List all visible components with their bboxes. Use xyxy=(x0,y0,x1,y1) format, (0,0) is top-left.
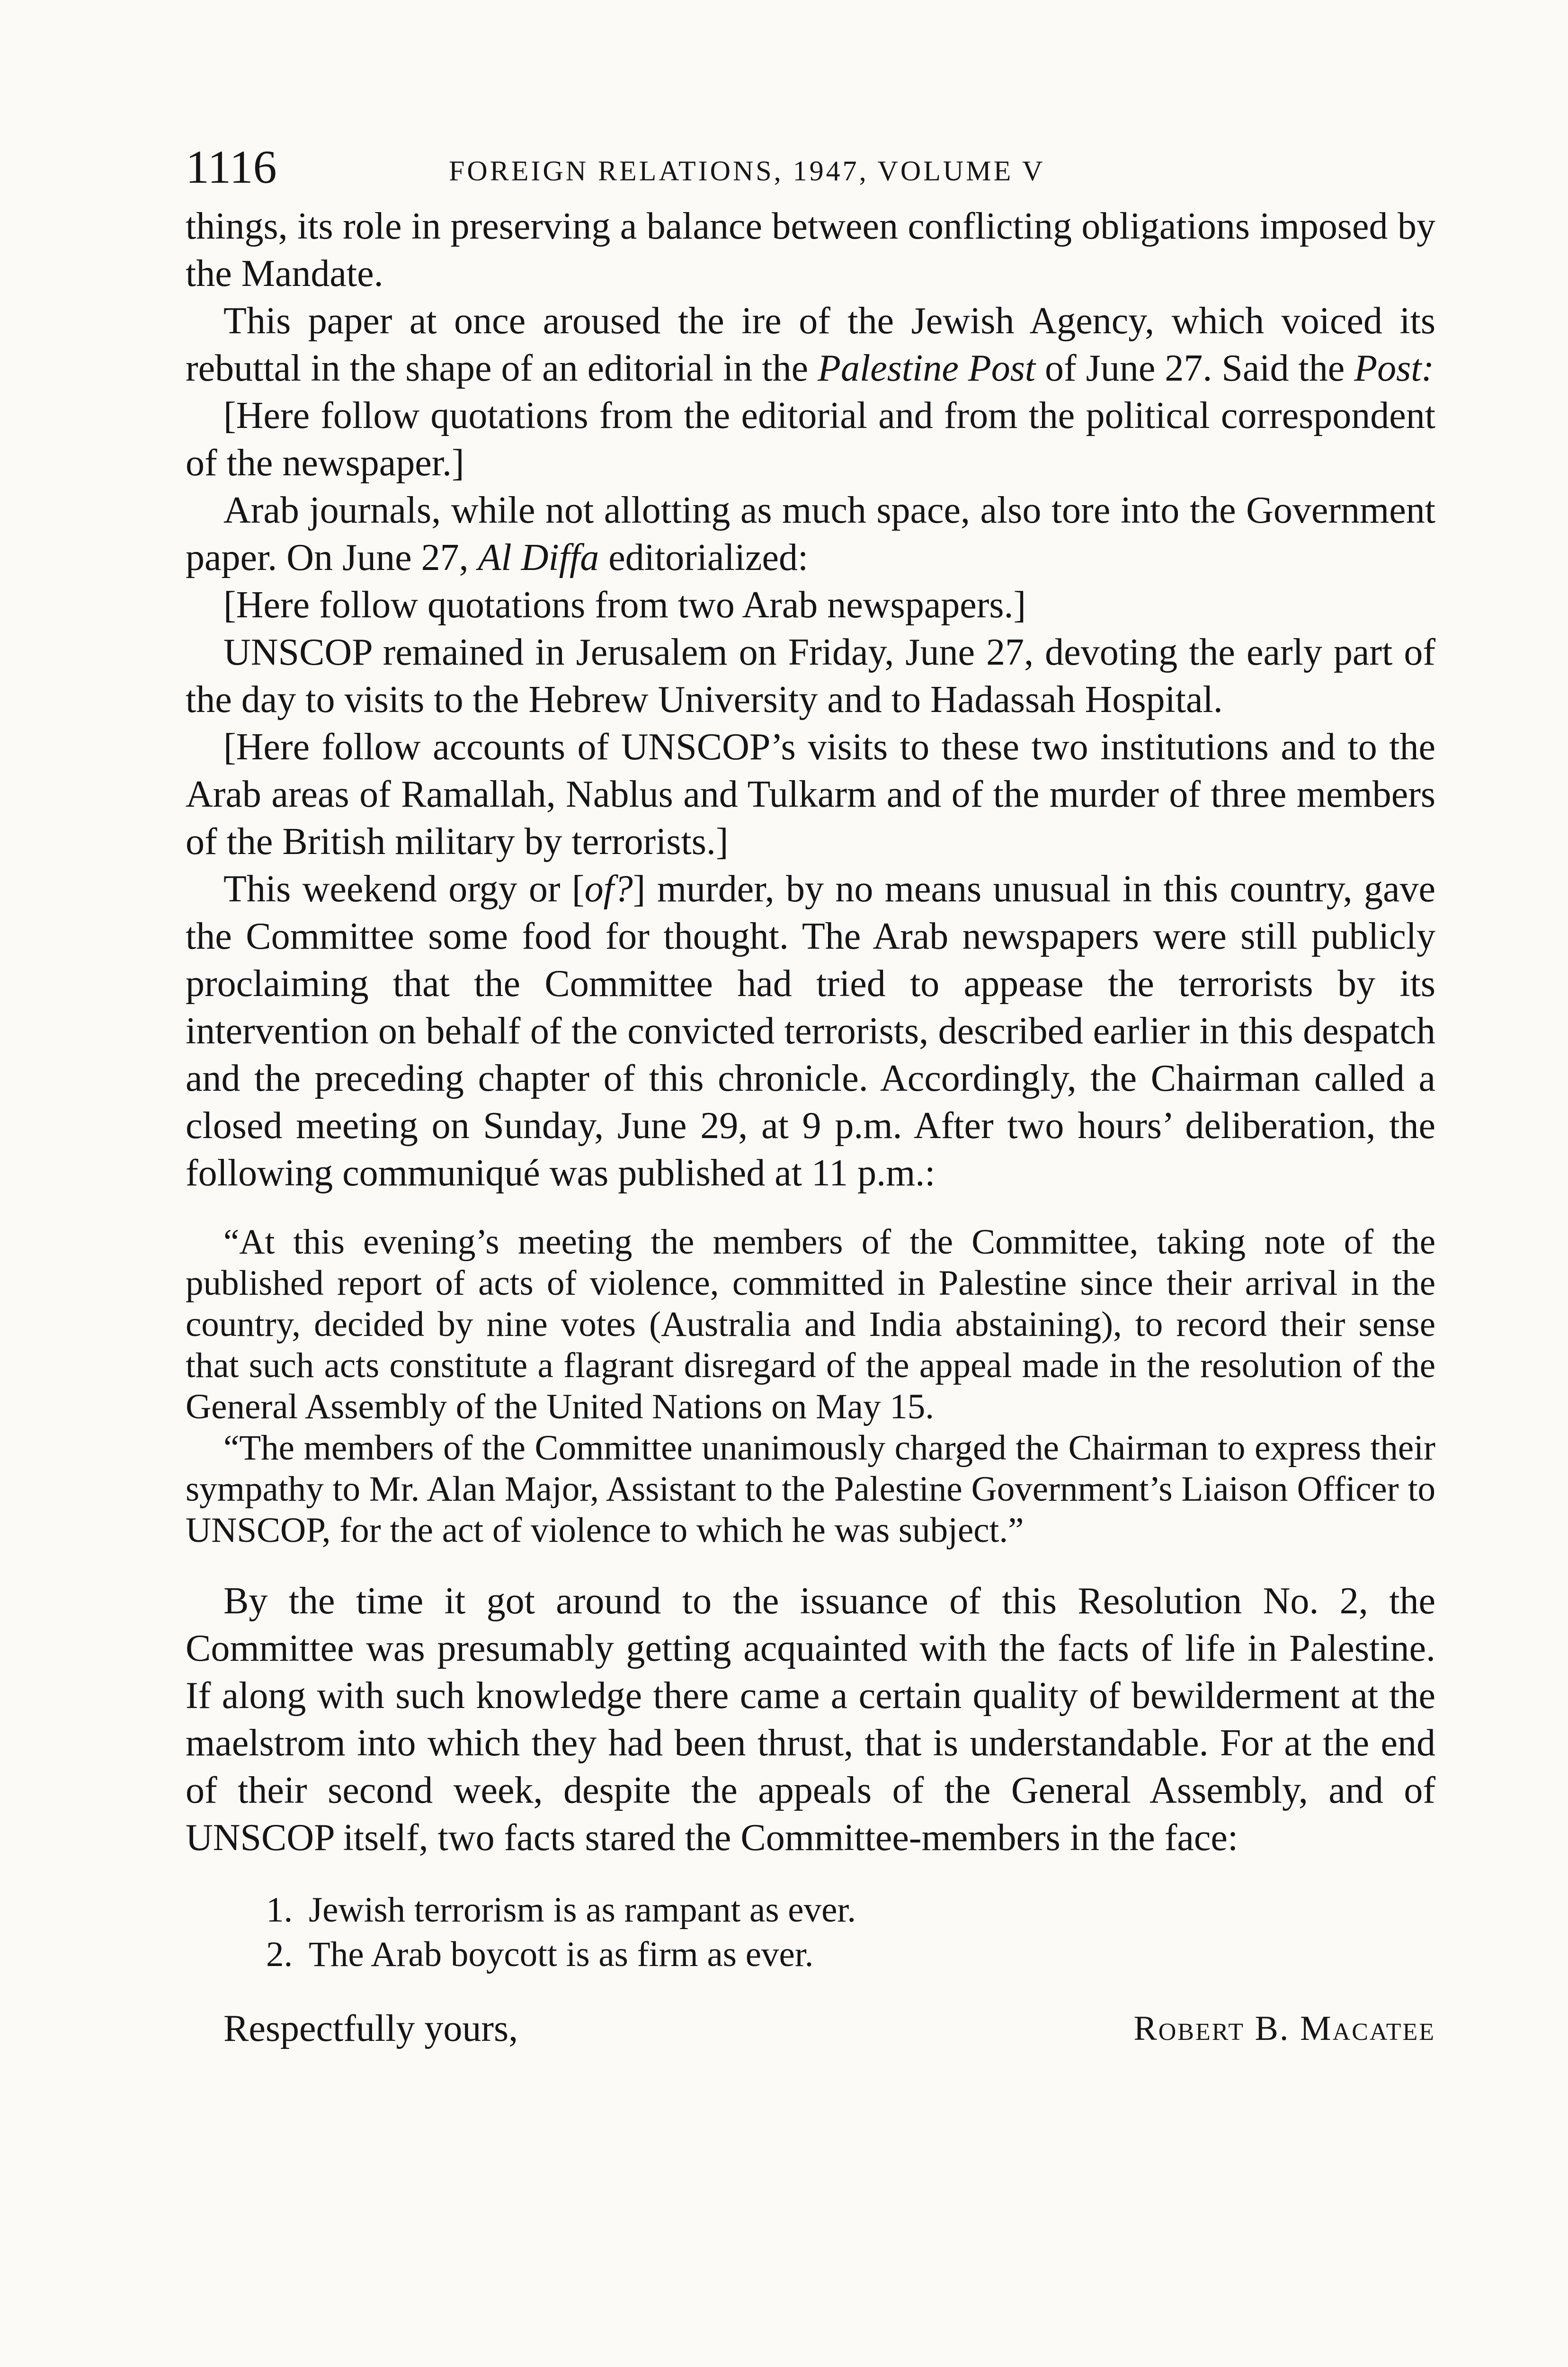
editorial-insertion: of? xyxy=(584,868,633,910)
paragraph-unscop-jerusalem: UNSCOP remained in Jerusalem on Friday, June 27, devoting the early part of the day to visits to the Hebrew University and to Hadassah Hospital. xyxy=(186,632,1435,721)
editorial-note: [Here follow quotations from the editorial and from the political correspondent of the newspaper.] xyxy=(186,395,1435,484)
list-item: 2. The Arab boycott is as firm as ever. xyxy=(266,1935,814,1974)
list-item: 1. Jewish terrorism is as rampant as ever. xyxy=(266,1890,856,1930)
paragraph-continuation: things, its role in preserving a balance between conflicting obligations imposed by the Mandate. xyxy=(186,205,1435,294)
running-title: FOREIGN RELATIONS, 1947, VOLUME V xyxy=(449,155,1045,187)
newspaper-name: Palestine Post xyxy=(818,347,1036,389)
signature: Robert B. Macatee xyxy=(1133,2009,1435,2048)
paragraph-resolution: By the time it got around to the issuance of this Resolution No. 2, the Committee was presumably getting acquainted with the facts of life in Palestine. If along with such knowledge there came a certain quality of bewilderment at the maelstrom into which they had been thrust, that is understandable. For at the end of their second week, despite the appeals of the General Assembly, and of UNSCOP itself, two facts stared the Committee-members in the face: xyxy=(186,1580,1435,1859)
complimentary-close: Respectfully yours, xyxy=(223,2008,518,2049)
paragraph-arab-journals: Arab journals, while not allotting as much space, also tore into the Government paper. On June 27, Al Diffa editorialized: xyxy=(186,489,1435,578)
newspaper-name: Al Diffa xyxy=(478,537,599,578)
editorial-note: [Here follow accounts of UNSCOP’s visits to these two institutions and to the Arab areas of Ramallah, Nablus and Tulkarm and of the murder of three members of the British military by terrorists.] xyxy=(186,726,1435,863)
quote-paragraph: “The members of the Committee unanimously charged the Chairman to express their sympathy to Mr. Alan Major, Assistant to the Palestine Government’s Liaison Officer to UNSCOP, for the act of violence to which he was subject.” xyxy=(186,1428,1435,1550)
document-page xyxy=(186,132,1435,2059)
quote-paragraph: “At this evening’s meeting the members of the Committee, taking note of the published report of acts of violence, committed in Palestine since their arrival in the country, decided by nine votes (Australia and India abstaining), to record their sense that such acts constitute a flagrant disregard of the appeal made in the resolution of the General Assembly of the United Nations on May 15. xyxy=(186,1222,1435,1426)
closing xyxy=(186,1998,1435,2059)
paragraph-jewish-agency: This paper at once aroused the ire of the Jewish Agency, which voiced its rebuttal in the shape of an editorial in the Palestine Post of June 27. Said the Post: xyxy=(186,300,1435,389)
page-number: 1116 xyxy=(186,141,277,193)
page-header xyxy=(186,132,1435,203)
paragraph-weekend-orgy: This weekend orgy or [of?] murder, by no means unusual in this country, gave the Committee some food for thought. The Arab newspapers were still publicly proclaiming that the Committee had tried to appease the terrorists by its intervention on behalf of the convicted terrorists, described earlier in this despatch and the preceding chapter of this chronicle. Accordingly, the Chairman called a closed meeting on Sunday, June 29, at 9 p.m. After two hours’ deliberation, the following communiqué was published at 11 p.m.: xyxy=(186,868,1436,1194)
facts-list xyxy=(186,1888,1435,1977)
newspaper-short-name: Post: xyxy=(1354,347,1434,389)
editorial-note: [Here follow quotations from two Arab newspapers.] xyxy=(223,584,1026,626)
communique-quote xyxy=(186,1221,1435,1551)
